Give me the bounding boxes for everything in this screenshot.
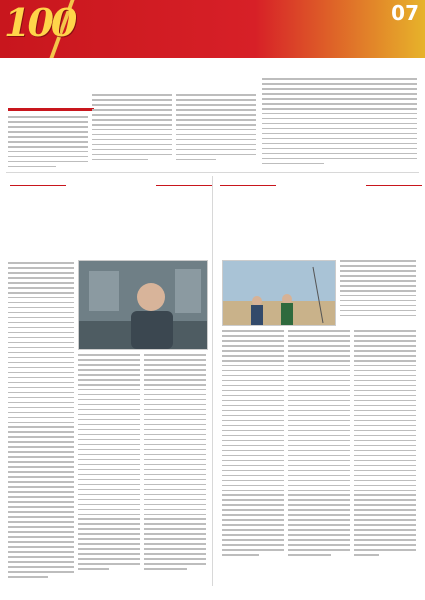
left-section-header bbox=[60, 176, 160, 196]
centenary-number: 100 bbox=[4, 0, 75, 45]
right-scene-photo bbox=[222, 260, 336, 326]
right-column-1-text bbox=[222, 330, 284, 559]
section-divider-vertical bbox=[212, 176, 213, 586]
right-column-3-text bbox=[354, 330, 416, 559]
intro-column-1-text bbox=[8, 116, 88, 171]
scene-illustration bbox=[223, 261, 335, 325]
right-column-2-text bbox=[288, 330, 350, 559]
masthead-banner bbox=[0, 0, 425, 58]
right-section-header bbox=[270, 176, 370, 196]
portrait-illustration bbox=[79, 261, 207, 349]
left-header-rule-left bbox=[10, 185, 66, 186]
right-header-rule-left bbox=[220, 185, 276, 186]
intro-column-3-text bbox=[176, 94, 256, 164]
intro-column-2-text bbox=[92, 94, 172, 164]
left-section-label bbox=[60, 176, 150, 196]
left-column-2-text bbox=[78, 354, 140, 573]
centenary-badge bbox=[4, 0, 75, 54]
right-header-rule-right bbox=[366, 185, 422, 186]
left-column-3-text bbox=[144, 354, 206, 573]
intro-title-underline bbox=[8, 108, 94, 111]
intro-column-4-text bbox=[262, 78, 417, 168]
left-portrait-photo bbox=[78, 260, 208, 350]
page-number: 07 bbox=[391, 1, 419, 25]
left-header-rule-right bbox=[156, 185, 212, 186]
section-divider-horizontal bbox=[6, 172, 419, 173]
right-column-side-text bbox=[340, 260, 416, 320]
right-section-label bbox=[270, 176, 360, 196]
left-column-1-text bbox=[8, 262, 74, 581]
